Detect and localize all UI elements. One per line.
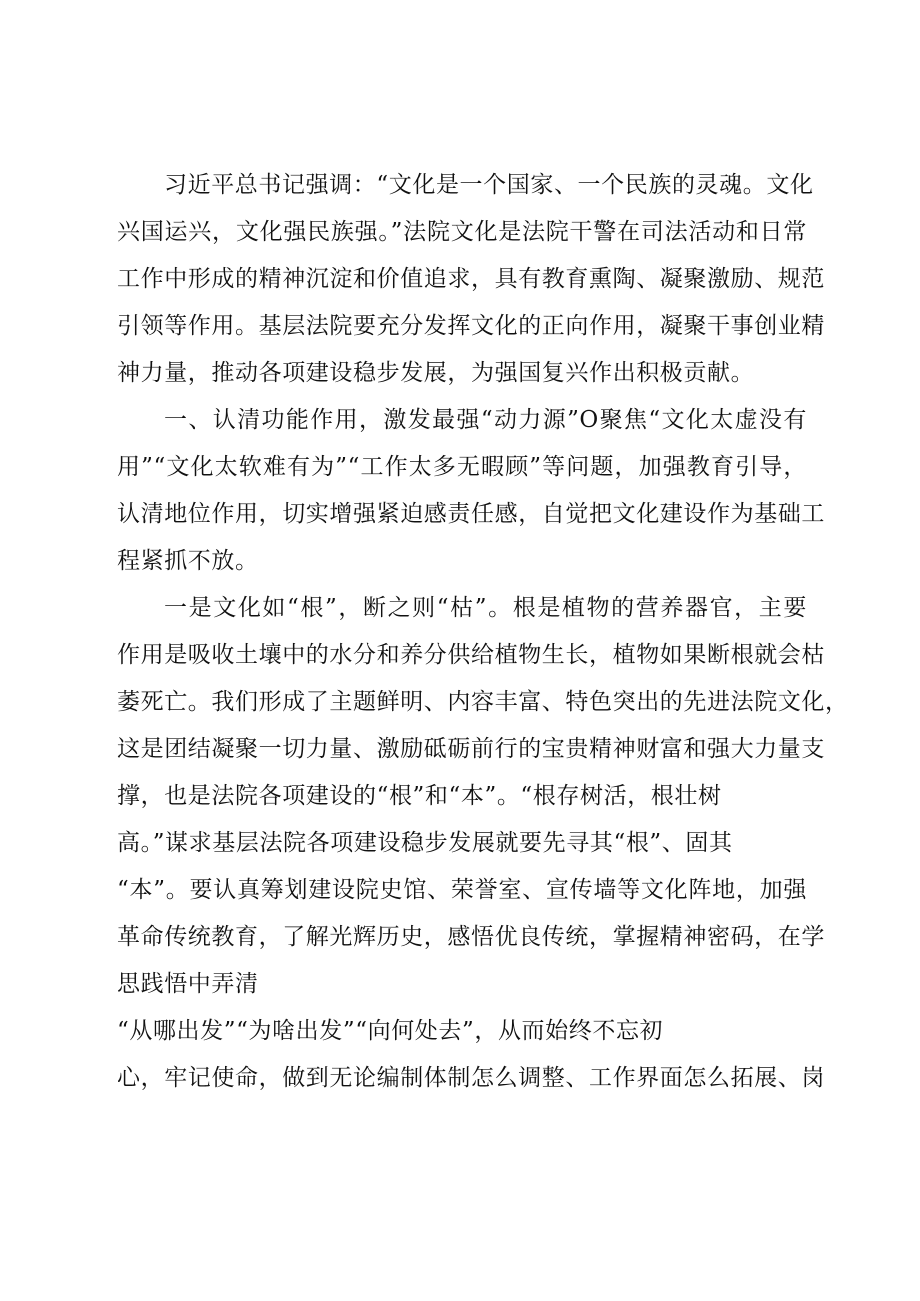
paragraph-3-line-3: 萎死亡。我们形成了主题鲜明、内容丰富、特色突出的先进法院文化， bbox=[117, 689, 849, 715]
paragraph-2-line-4: 程紧抓不放。 bbox=[117, 548, 259, 574]
paragraph-3-line-4: 这是团结凝聚一切力量、激励砥砺前行的宝贵精神财富和强大力量支 bbox=[117, 736, 825, 762]
paragraph-3-line-5: 撑，也是法院各项建设的“根”和“本”。“根存树活，根壮树 bbox=[117, 783, 722, 809]
paragraph-3-line-1: 一是文化如“根”，断之则“枯”。根是植物的营养器官，主要 bbox=[164, 595, 807, 621]
paragraph-2-line-1: 一、认清功能作用，激发最强“动力源”O聚焦“文化太虚没有 bbox=[164, 407, 807, 433]
paragraph-3-line-10: “从哪出发”“为啥出发”“向何处去”，从而始终不忘初 bbox=[117, 1018, 664, 1044]
paragraph-3-line-8: 革命传统教育，了解光辉历史，感悟优良传统，掌握精神密码，在学 bbox=[117, 924, 825, 950]
paragraph-2-line-2: 用”“文化太软难有为”“工作太多无暇顾”等问题，加强教育引导， bbox=[117, 454, 807, 480]
paragraph-2-line-3: 认清地位作用，切实增强紧迫感责任感，自觉把文化建设作为基础工 bbox=[117, 501, 825, 527]
paragraph-1-line-1: 习近平总书记强调：“文化是一个国家、一个民族的灵魂。文化 bbox=[164, 172, 814, 198]
paragraph-3-line-9: 思践悟中弄清 bbox=[117, 971, 259, 997]
paragraph-3-line-11: 心，牢记使命，做到无论编制体制怎么调整、工作界面怎么拓展、岗 bbox=[117, 1065, 825, 1091]
paragraph-1-line-2: 兴国运兴，文化强民族强。”法院文化是法院干警在司法活动和日常 bbox=[117, 219, 807, 245]
paragraph-3-line-2: 作用是吸收土壤中的水分和养分供给植物生长，植物如果断根就会枯 bbox=[117, 642, 825, 668]
paragraph-3-line-6: 高。”谋求基层法院各项建设稳步发展就要先寻其“根”、固其 bbox=[117, 830, 733, 856]
paragraph-1-line-4: 引领等作用。基层法院要充分发挥文化的正向作用，凝聚干事创业精 bbox=[117, 313, 825, 339]
paragraph-1-line-3: 工作中形成的精神沉淀和价值追求，具有教育熏陶、凝聚激励、规范 bbox=[117, 266, 825, 292]
paragraph-3-line-7: “本”。要认真筹划建设院史馆、荣誉室、宣传墙等文化阵地，加强 bbox=[117, 877, 807, 903]
paragraph-1-line-5: 神力量，推动各项建设稳步发展，为强国复兴作出积极贡献。 bbox=[117, 360, 755, 386]
